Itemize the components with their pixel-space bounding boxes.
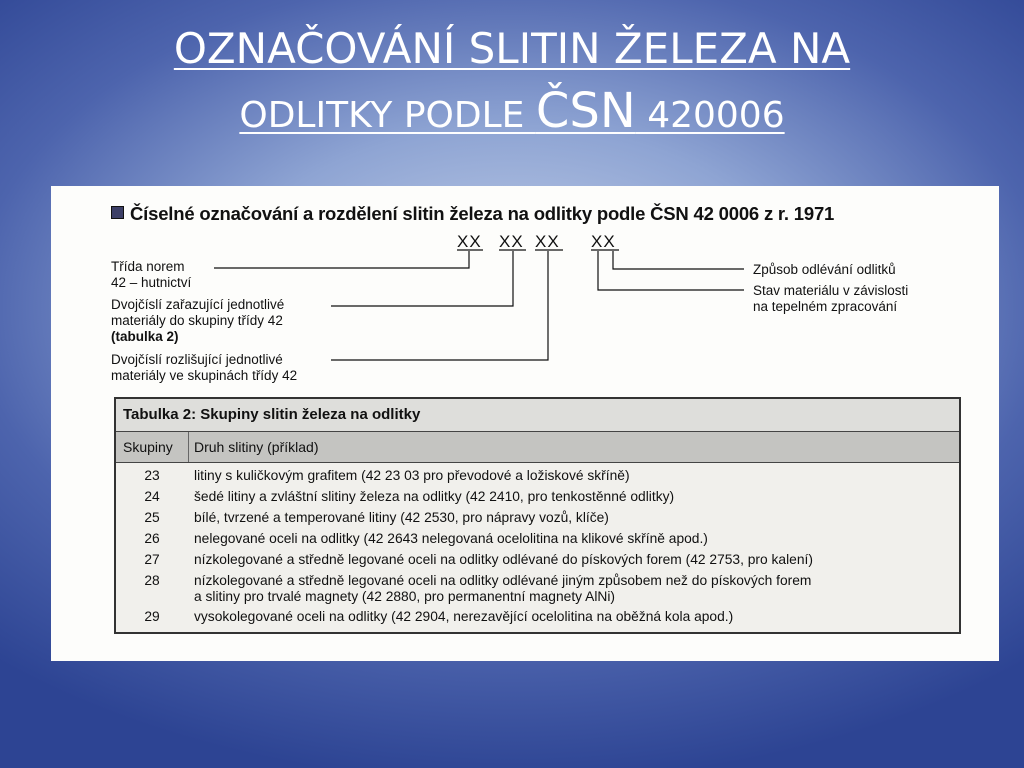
code-group-4: XX bbox=[591, 232, 616, 251]
label-dvoj1-line2: materiály do skupiny třídy 42 bbox=[111, 313, 283, 328]
label-dvoj1-line1: Dvojčíslí zařazující jednotlivé bbox=[111, 297, 285, 312]
slide-title-line2-a: ODLITKY PODLE bbox=[239, 95, 536, 136]
table-header-type: Druh slitiny (příklad) bbox=[194, 439, 319, 455]
label-dvoj2-line1: Dvojčíslí rozlišující jednotlivé bbox=[111, 352, 283, 367]
label-trida-line2: 42 – hutnictví bbox=[111, 275, 192, 290]
row-group: 26 bbox=[144, 531, 160, 546]
row-text: šedé litiny a zvláštní slitiny železa na odlitky (42 2410, pro tenkostěnné odlitky) bbox=[194, 489, 675, 504]
label-stav-line2: na tepelném zpracování bbox=[753, 299, 898, 314]
row-group: 24 bbox=[144, 489, 160, 504]
slide-title-line2 bbox=[0, 80, 1024, 147]
label-stav-line1: Stav materiálu v závislosti bbox=[753, 283, 909, 298]
label-zpusob-odlevani: Způsob odlévání odlitků bbox=[753, 262, 896, 277]
row-group: 28 bbox=[144, 573, 160, 588]
table-header-divider bbox=[188, 432, 189, 462]
table-title: Tabulka 2: Skupiny slitin železa na odlitky bbox=[116, 399, 959, 432]
row-text: litiny s kuličkovým grafitem (42 23 03 pro převodové a ložiskové skříně) bbox=[194, 468, 630, 483]
line-trida bbox=[214, 251, 469, 268]
slide-title bbox=[0, 18, 1024, 147]
label-trida bbox=[111, 259, 191, 291]
label-dvojcisli-zarazujici bbox=[111, 297, 284, 345]
label-stav-materialu bbox=[753, 283, 908, 315]
row-text: bílé, tvrzené a temperované litiny (42 2530, pro nápravy vozů, klíče) bbox=[194, 510, 609, 525]
row-text-continued: a slitiny pro trvalé magnety (42 2880, pro permanentní magnety AlNi) bbox=[194, 589, 616, 604]
row-group: 23 bbox=[144, 468, 160, 483]
label-dvoj2-line2: materiály ve skupinách třídy 42 bbox=[111, 368, 298, 383]
table-header-row bbox=[116, 432, 959, 463]
row-text: nelegované oceli na odlitky (42 2643 nelegovaná ocelolitina na klikové skříně apod.) bbox=[194, 531, 708, 546]
line-stav bbox=[598, 251, 744, 290]
slide-title-number: 420006 bbox=[635, 95, 785, 136]
document-heading-text: Číselné označování a rozdělení slitin železa na odlitky podle ČSN 42 0006 z r. 1971 bbox=[130, 203, 835, 224]
label-dvojcisli-rozlisujici bbox=[111, 352, 297, 384]
code-group-3: XX bbox=[535, 232, 560, 251]
row-group: 25 bbox=[144, 510, 160, 525]
line-zpusob bbox=[613, 251, 744, 269]
slide-title-csn: ČSN bbox=[535, 83, 636, 139]
label-dvoj1-line3: (tabulka 2) bbox=[111, 329, 179, 344]
row-text: nízkolegované a středně legované oceli na odlitky odlévané jiným způsobem než do pískových forem bbox=[194, 573, 812, 588]
scanned-document bbox=[51, 186, 999, 661]
slide-title-line1: OZNAČOVÁNÍ SLITIN ŽELEZA NA bbox=[173, 24, 851, 73]
groups-table bbox=[114, 397, 961, 634]
row-text: vysokolegované oceli na odlitky (42 2904, nerezavějící ocelolitina na oběžná kola apod.) bbox=[194, 609, 734, 624]
code-group-1: XX bbox=[457, 232, 482, 251]
label-trida-line1: Třída norem bbox=[111, 259, 185, 274]
code-group-2: XX bbox=[499, 232, 524, 251]
line-dvoj1 bbox=[331, 251, 513, 306]
row-group: 29 bbox=[144, 609, 160, 624]
row-group: 27 bbox=[144, 552, 160, 567]
table-header-groups: Skupiny bbox=[123, 439, 173, 455]
row-text: nízkolegované a středně legované oceli na odlitky odlévané do pískových forem (42 2753, pro kalení) bbox=[194, 552, 813, 567]
